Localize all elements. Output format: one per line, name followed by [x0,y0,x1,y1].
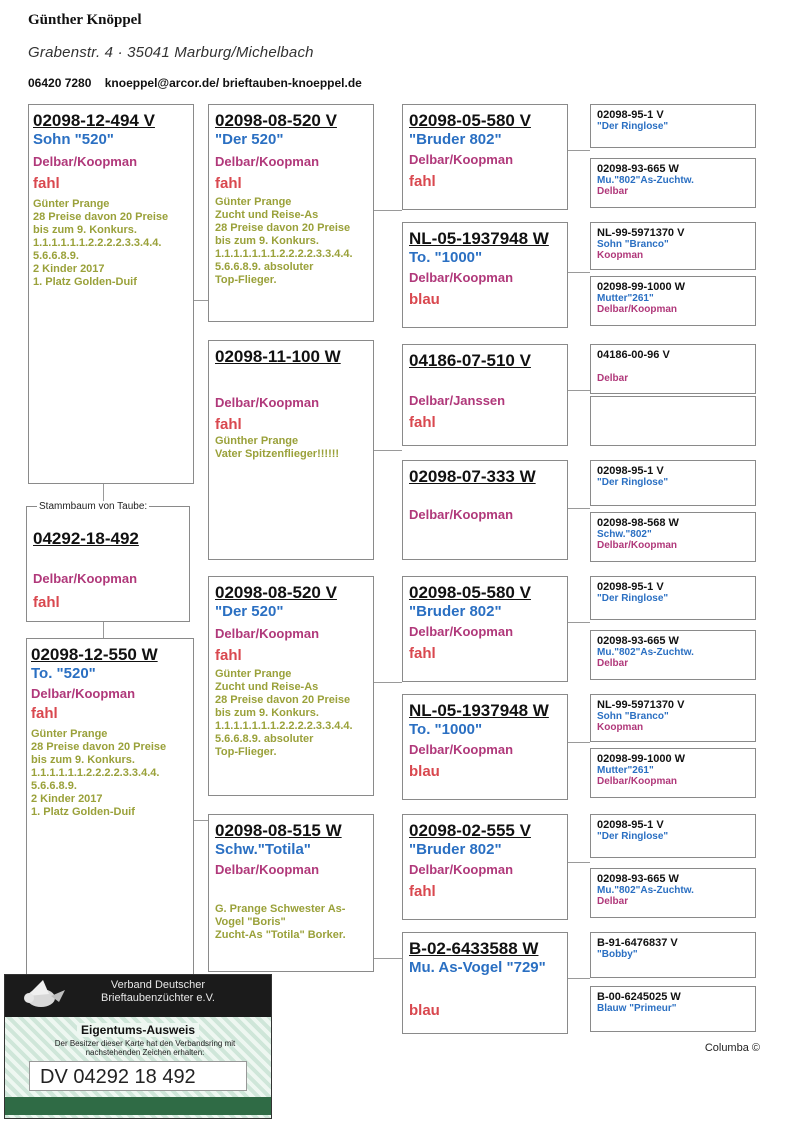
connector-line [568,742,590,743]
ring-number: 04186-00-96 V [597,349,670,361]
breed: Koopman [597,722,644,733]
pigeon-name: Schw."Totila" [215,841,311,858]
breed: Delbar/Koopman [597,540,678,551]
pedigree-label: Stammbaum von Taube: [39,501,148,512]
ring-number: 02098-93-665 W [597,163,679,175]
pigeon-name: Sohn "Branco" [597,711,669,722]
breed: Delbar/Koopman [31,686,136,701]
connector-line [374,958,402,959]
color: fahl [31,705,58,722]
color: fahl [409,173,436,190]
pigeon-name: To. "1000" [409,249,483,266]
connector-line [374,450,402,451]
ring-number: B-02-6433588 W [409,939,539,958]
connector-line [103,622,104,638]
owner-name: Günther Knöppel [28,12,142,28]
ring-number: B-91-6476837 V [597,937,678,949]
ancestor-card [590,814,756,858]
pigeon-name: "Der Ringlose" [597,121,669,132]
color: fahl [215,175,242,192]
ring-number: 02098-95-1 V [597,819,664,831]
breed: Delbar [597,896,629,907]
ring-number: NL-99-5971370 V [597,699,685,711]
card-strip [5,1097,271,1115]
ancestor-card [590,512,756,562]
great-grandparent-card [402,814,568,920]
connector-line [194,820,208,821]
breed: Delbar/Koopman [409,270,514,285]
dove-logo-icon [13,976,73,1016]
color: fahl [409,645,436,662]
connector-line [568,390,590,391]
breed: Delbar/Janssen [409,393,506,408]
connector-line [568,508,590,509]
pigeon-name: "Bruder 802" [409,603,502,620]
info-text: Günter Prange 28 Preise davon 20 Preise bis zum 9. Konkurs. 1.1.1.1.1.1.2.2.2.2.3.3.4.4. 5.6.6.8.9. 2 Kinder 2017 1. Platz Golden-Duif [33,198,169,288]
ring-number: 02098-93-665 W [597,873,679,885]
connector-line [568,622,590,623]
pigeon-name: "Der Ringlose" [597,593,669,604]
father-card [28,104,194,484]
ring-number: 02098-05-580 V [409,583,531,602]
connector-line [374,210,402,211]
grandparent-card [208,814,374,972]
pigeon-name: "Bobby" [597,949,638,960]
grandparent-card [208,576,374,796]
card-org-line2: Brieftaubenzüchter e.V. [101,992,215,1004]
ring-number: 02098-95-1 V [597,109,664,121]
card-text: Der Besitzer dieser Karte hat den Verbandsring mit nachstehenden Zeichen erhalten: [54,1039,236,1057]
ancestor-card [590,276,756,326]
breed: Delbar [597,186,629,197]
grandparent-card [208,340,374,560]
great-grandparent-card [402,104,568,210]
color: fahl [409,414,436,431]
mother-card [26,638,194,978]
breed: Delbar/Koopman [215,626,320,641]
breed: Delbar/Koopman [409,624,514,639]
great-grandparent-card [402,932,568,1034]
color: fahl [409,883,436,900]
color: blau [409,291,440,308]
pigeon-name: "Bruder 802" [409,131,502,148]
connector-line [568,150,590,151]
ring-number: 04186-07-510 V [409,351,531,370]
breed: Delbar/Koopman [409,152,514,167]
pigeon-name: Mu."802"As-Zuchtw. [597,647,694,658]
ring-number: 02098-08-520 V [215,583,337,602]
great-grandparent-card [402,460,568,560]
color: fahl [33,175,60,192]
ring-number: 02098-12-550 W [31,645,158,664]
breed: Koopman [597,250,644,261]
color: fahl [33,594,60,611]
ancestor-card [590,630,756,680]
great-grandparent-card [402,576,568,682]
connector-line [568,862,590,863]
ring-number: 02098-95-1 V [597,581,664,593]
card-org-line1: Verband Deutscher [110,979,206,991]
connector-line [568,978,590,979]
ownership-card [4,974,272,1119]
color: fahl [215,416,242,433]
color: fahl [215,647,242,664]
pigeon-name: "Der Ringlose" [597,831,669,842]
ring-number: 02098-08-515 W [215,821,342,840]
ring-number: 02098-08-520 V [215,111,337,130]
great-grandparent-card [402,222,568,328]
ancestor-card [590,932,756,978]
breed: Delbar/Koopman [33,154,138,169]
breed: Delbar/Koopman [409,742,514,757]
owner-address: Grabenstr. 4 · 35041 Marburg/Michelbach [28,44,314,61]
info-text: G. Prange Schwester As- Vogel "Boris" Zucht-As "Totila" Borker. [215,903,346,941]
breed: Delbar/Koopman [33,571,138,586]
ancestor-card [590,104,756,148]
pigeon-name: Mu."802"As-Zuchtw. [597,885,694,896]
ring-number: 02098-07-333 W [409,467,536,486]
card-ring-number: DV 04292 18 492 [29,1061,247,1091]
pigeon-name: Mu."802"As-Zuchtw. [597,175,694,186]
info-text: Günther Prange Vater Spitzenflieger!!!!!! [215,435,340,460]
ring-number: 02098-99-1000 W [597,281,686,293]
copyright: Columba © [704,1042,760,1054]
breed: Delbar/Koopman [597,776,678,787]
pigeon-name: To. "1000" [409,721,483,738]
pigeon-name: Mutter"261" [597,293,654,304]
pigeon-name: Mu. As-Vogel "729" [409,959,546,976]
breed: Delbar/Koopman [215,395,320,410]
ring-number: 02098-02-555 V [409,821,531,840]
info-text: Günter Prange 28 Preise davon 20 Preise bis zum 9. Konkurs. 1.1.1.1.1.1.2.2.2.2.3.3.4.4. 5.6.6.8.9. 2 Kinder 2017 1. Platz Golden-Duif [31,728,167,818]
card-title: Eigentums-Ausweis [77,1023,199,1037]
pigeon-name: To. "520" [31,665,96,682]
owner-email-web: knoeppel@arcor.de/ brieftauben-knoeppel.de [104,76,362,90]
breed: Delbar/Koopman [215,862,320,877]
grandparent-card [208,104,374,322]
ancestor-card [590,460,756,506]
pigeon-name: Blauw "Primeur" [597,1003,677,1014]
breed: Delbar/Koopman [409,862,514,877]
ring-number: NL-99-5971370 V [597,227,685,239]
ring-number: 02098-98-568 W [597,517,679,529]
color: blau [409,763,440,780]
ancestor-card [590,694,756,742]
ring-number: 02098-95-1 V [597,465,664,477]
ring-number: NL-05-1937948 W [409,701,549,720]
info-text: Günter Prange Zucht und Reise-As 28 Preise davon 20 Preise bis zum 9. Konkurs. 1.1.1.1.1.1.1.2.2.2.2.3.3.4.4. 5.6.6.8.9. absoluter Top-Flieger. [215,668,353,758]
ancestor-card [590,158,756,208]
pigeon-name: "Der 520" [215,131,284,148]
info-text: Günter Prange Zucht und Reise-As 28 Preise davon 20 Preise bis zum 9. Konkurs. 1.1.1.1.1.1.1.2.2.2.2.3.3.4.4. 5.6.6.8.9. absoluter Top-Flieger. [215,196,353,286]
pigeon-name: "Der 520" [215,603,284,620]
pigeon-name: Sohn "520" [33,131,114,148]
color: blau [409,1002,440,1019]
card-header [5,975,271,1017]
ancestor-card [590,748,756,798]
subject-card [26,501,190,622]
pigeon-name: "Der Ringlose" [597,477,669,488]
breed: Delbar [597,373,629,384]
great-grandparent-card [402,694,568,800]
owner-contact [28,76,372,90]
pigeon-name: Sohn "Branco" [597,239,669,250]
owner-phone: 06420 7280 [28,76,92,90]
ring-number: 04292-18-492 [33,529,139,548]
breed: Delbar/Koopman [597,304,678,315]
ring-number: 02098-05-580 V [409,111,531,130]
ring-number: 02098-12-494 V [33,111,155,130]
ancestor-card [590,868,756,918]
ring-number: B-00-6245025 W [597,991,681,1003]
breed: Delbar/Koopman [215,154,320,169]
pigeon-name: Schw."802" [597,529,652,540]
ancestor-card [590,344,756,394]
pigeon-name: "Bruder 802" [409,841,502,858]
ring-number: NL-05-1937948 W [409,229,549,248]
ancestor-card [590,986,756,1032]
connector-line [194,300,208,301]
connector-line [568,272,590,273]
breed: Delbar/Koopman [409,507,514,522]
connector-line [374,682,402,683]
ancestor-card [590,576,756,620]
ring-number: 02098-99-1000 W [597,753,686,765]
breed: Delbar [597,658,629,669]
ancestor-card-empty [590,396,756,446]
ring-number: 02098-11-100 W [215,347,341,366]
great-grandparent-card [402,344,568,446]
ring-number: 02098-93-665 W [597,635,679,647]
ancestor-card [590,222,756,270]
pigeon-name: Mutter"261" [597,765,654,776]
card-organization [83,979,233,1005]
